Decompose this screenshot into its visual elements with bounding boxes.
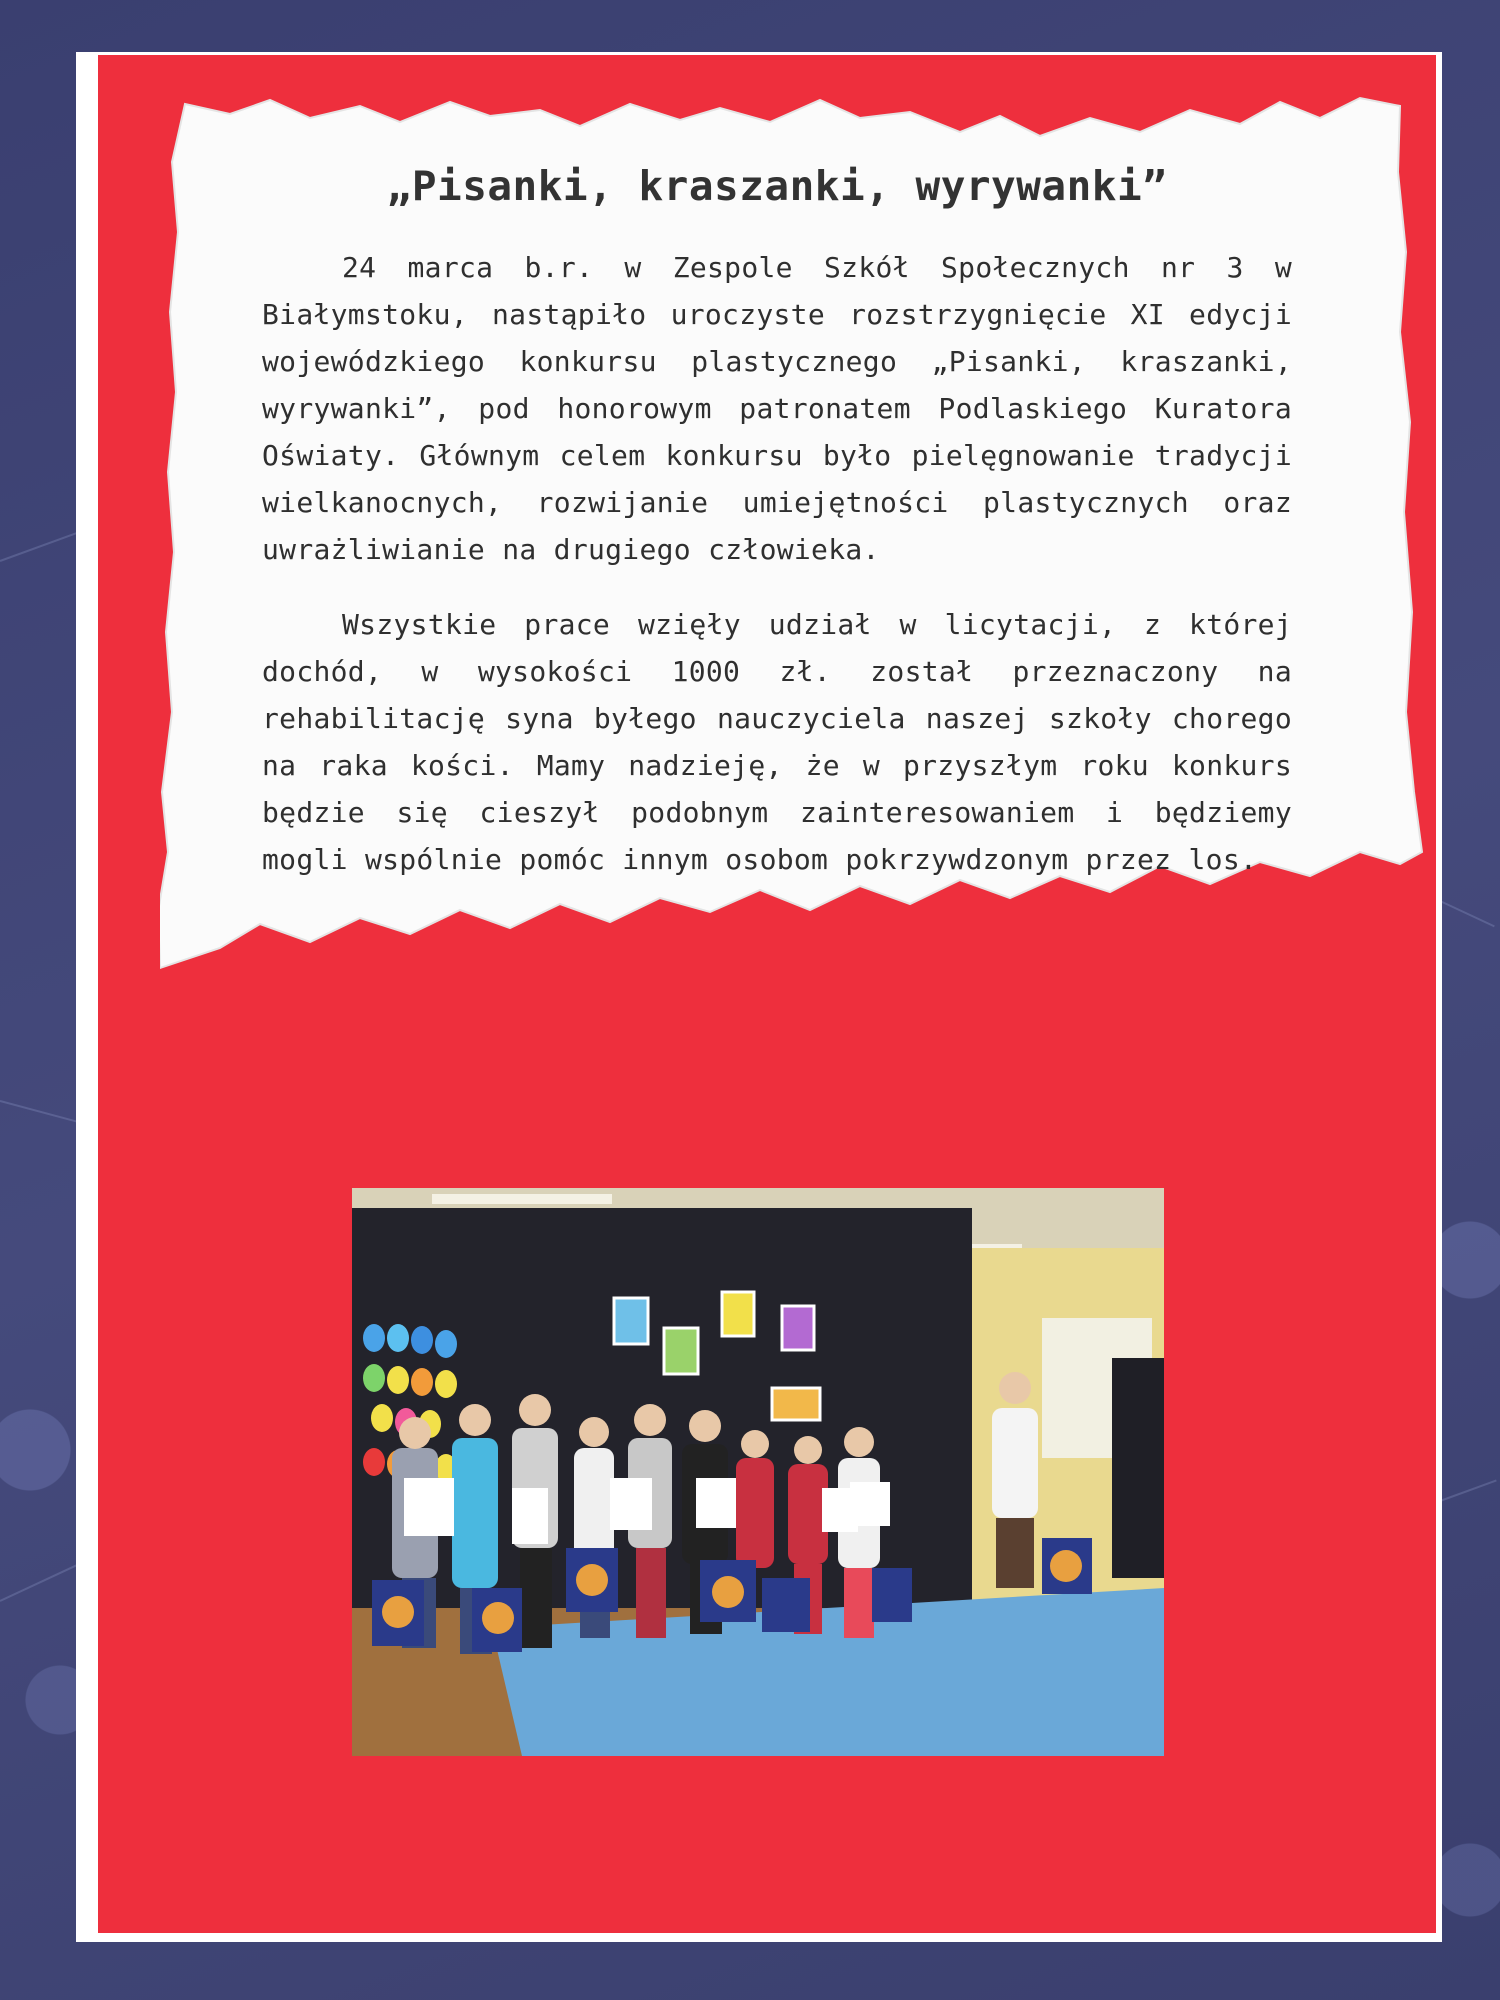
photo-artwork bbox=[772, 1388, 820, 1420]
background-line bbox=[0, 1100, 78, 1123]
article-paragraph-1: 24 marca b.r. w Zespole Szkół Społecznych nr 3 w Białymstoku, nastąpiło uroczyste rozstrzygnięcie XI edycji wojewódzkiego konkursu plastycznego „Pisanki, kraszanki, wyrywanki”, pod honorowym patronatem Podlaskiego Kuratora Oświaty. Głównym celem konkursu było pielęgnowanie tradycji wielkanocnych, rozwijanie umiejętności plastycznych oraz uwrażliwianie na drugiego człowieka. bbox=[262, 251, 1292, 566]
photo-display-board bbox=[1112, 1358, 1164, 1578]
photo-artwork bbox=[722, 1292, 754, 1336]
event-photo bbox=[352, 1188, 1164, 1756]
photo-artwork bbox=[782, 1306, 814, 1350]
background-line bbox=[1440, 900, 1495, 927]
article-title: „Pisanki, kraszanki, wyrywanki” bbox=[386, 162, 1168, 210]
background-line bbox=[1440, 1480, 1497, 1502]
photo-ceiling-light bbox=[432, 1194, 612, 1204]
photo-artwork bbox=[664, 1328, 698, 1374]
article-paragraph-2: Wszystkie prace wzięły udział w licytacji, z której dochód, w wysokości 1000 zł. został przeznaczony na rehabilitację syna byłego nauczyciela naszej szkoły chorego na raka kości. Mamy nadzieję, że w przyszłym roku konkurs będzie się cieszył podobnym zainteresowaniem i będziemy mogli wspólnie pomóc innym osobom pokrzywdzonym przez los. bbox=[262, 608, 1292, 876]
article bbox=[262, 162, 1292, 911]
photo-artwork bbox=[614, 1298, 648, 1344]
background-line bbox=[0, 1564, 77, 1602]
background-line bbox=[0, 529, 85, 562]
